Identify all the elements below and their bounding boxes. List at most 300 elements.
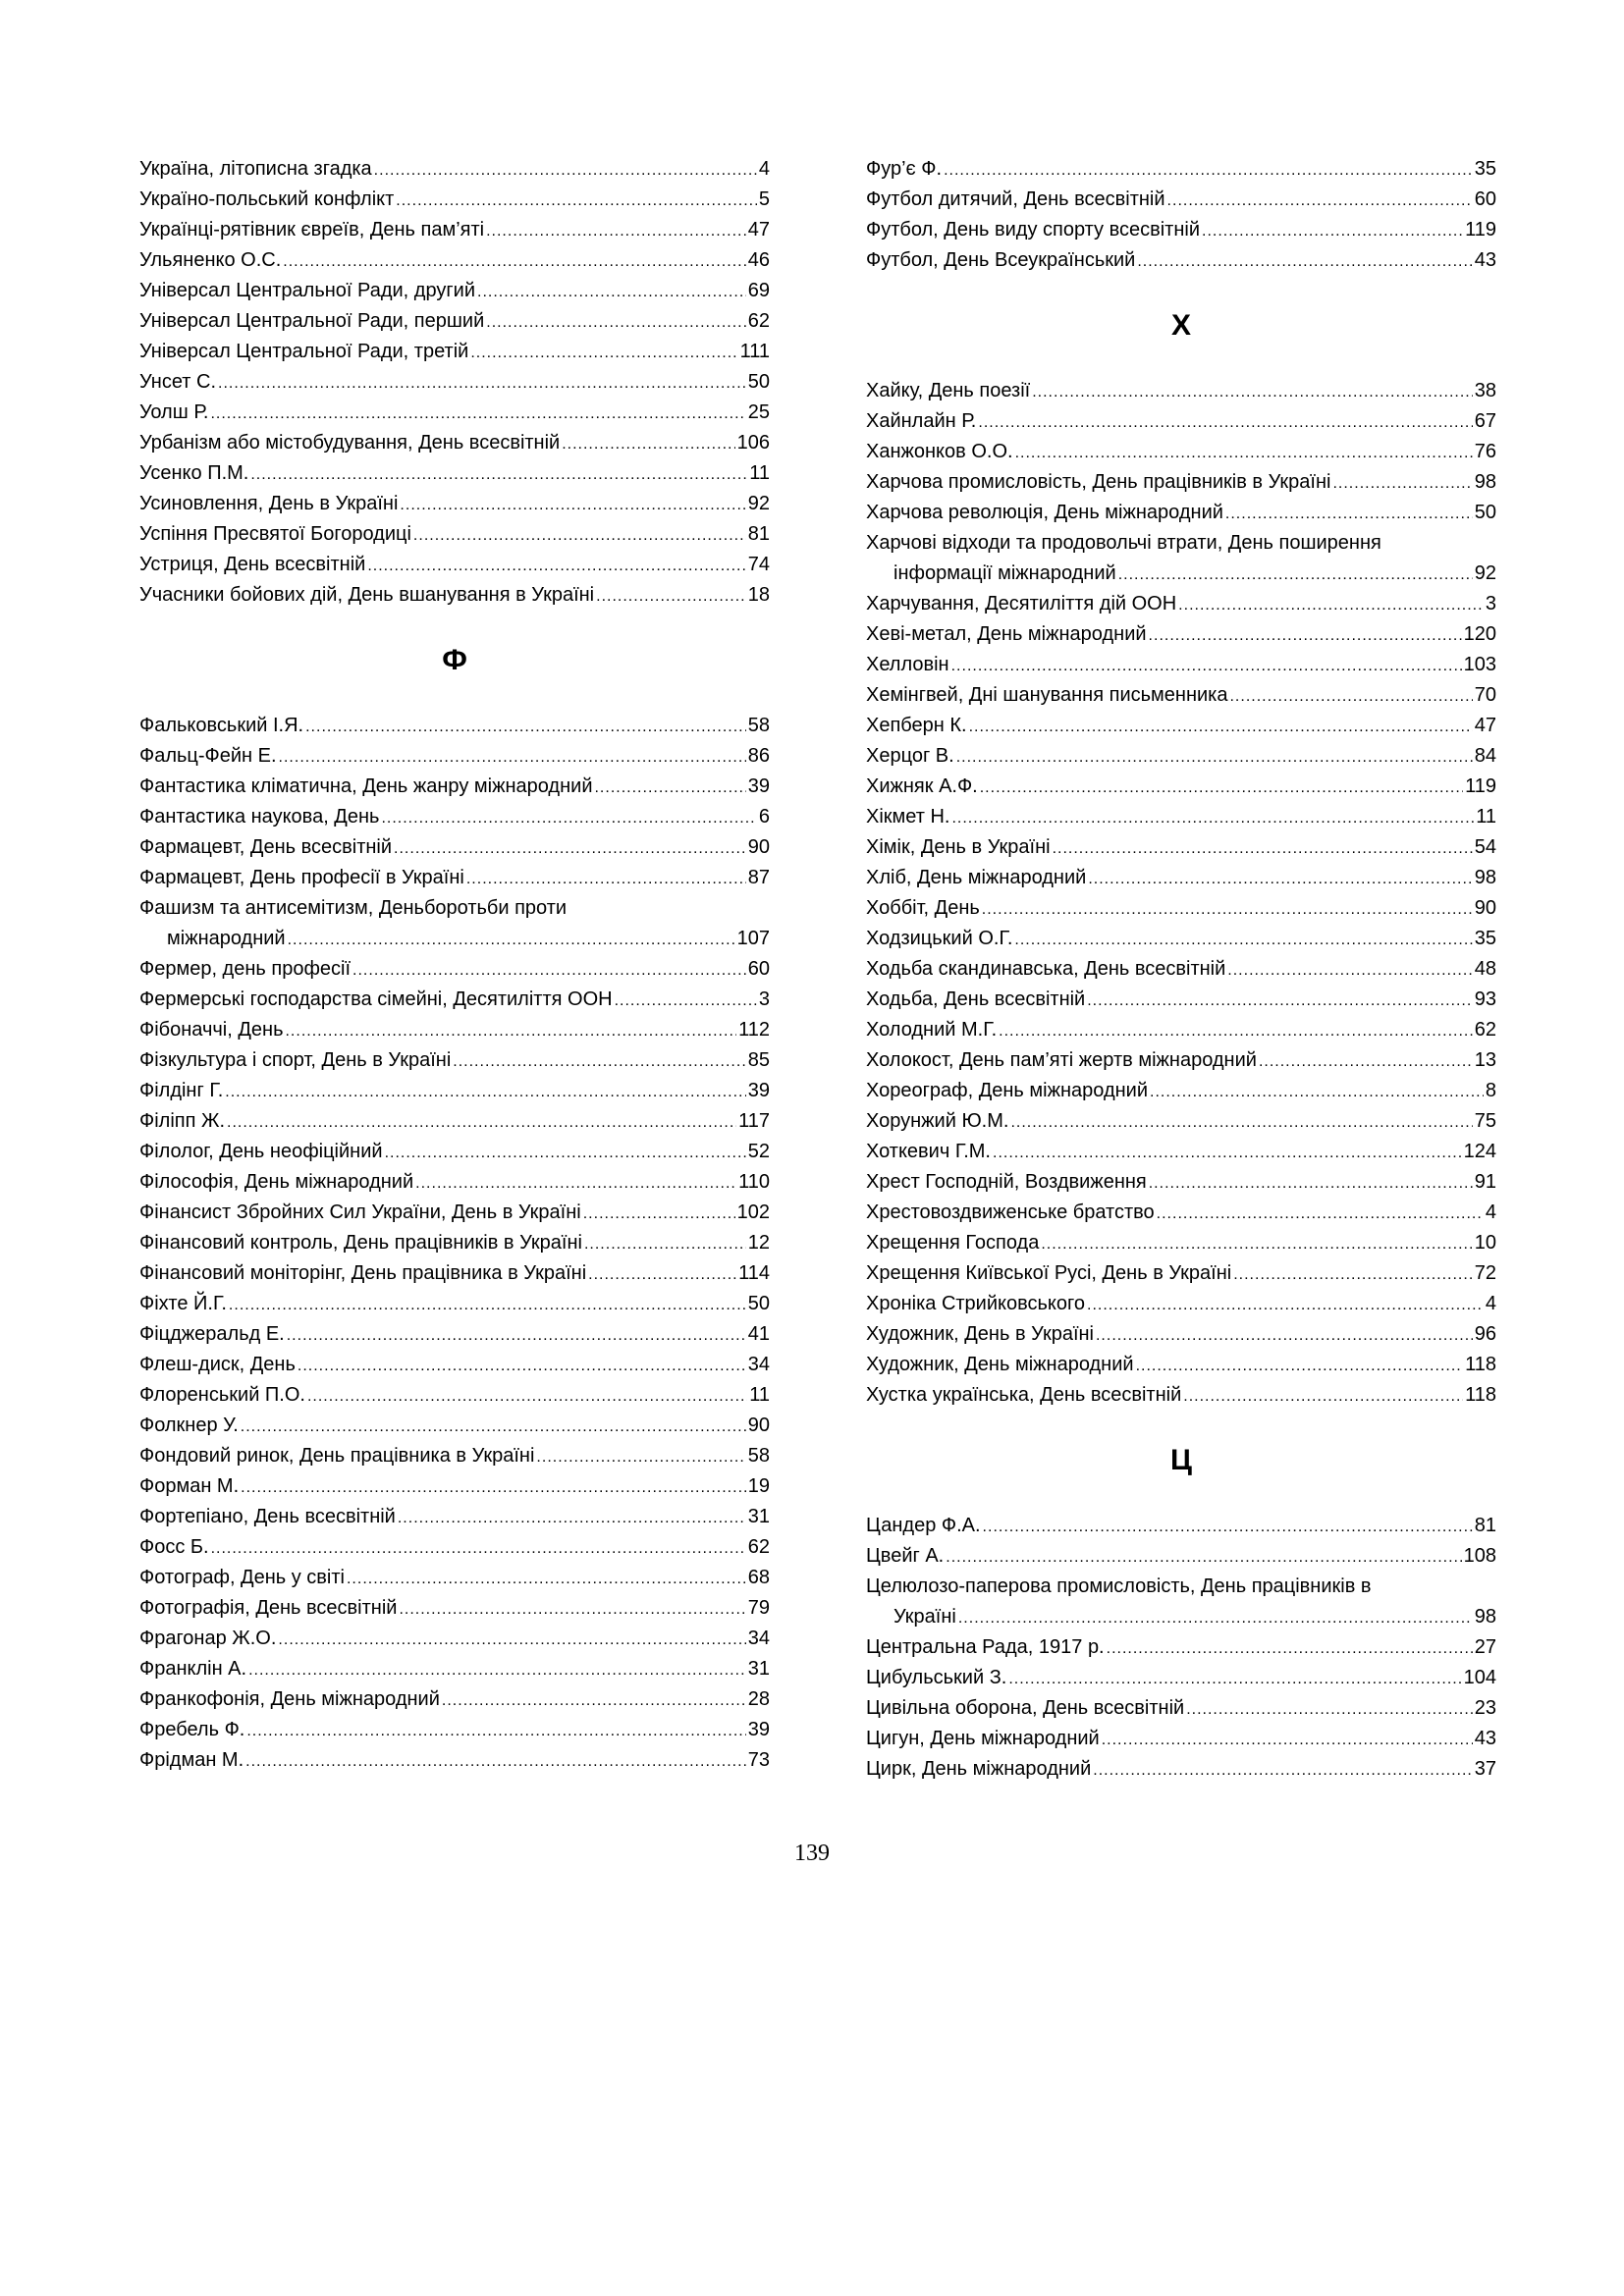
index-entry xyxy=(866,802,1496,832)
index-entry-page: 35 xyxy=(1474,158,1496,180)
dot-leader xyxy=(250,459,747,490)
index-entry-page: 31 xyxy=(747,1506,770,1527)
dot-leader xyxy=(396,186,757,216)
dot-leader xyxy=(596,581,746,612)
index-entry-page: 47 xyxy=(747,219,770,240)
index-entry-page: 50 xyxy=(1474,502,1496,523)
index-entry-term: Філософія, День міжнародний xyxy=(139,1171,414,1193)
index-entry-term: Фолкнер У. xyxy=(139,1415,239,1436)
dot-leader xyxy=(1202,216,1463,246)
index-entry-page: 4 xyxy=(1485,1201,1496,1223)
dot-leader xyxy=(615,986,757,1016)
index-entry xyxy=(139,802,770,832)
dot-leader xyxy=(982,894,1473,925)
dot-leader xyxy=(248,1655,746,1685)
index-entry xyxy=(866,772,1496,802)
index-entry-term: Форман М. xyxy=(139,1475,240,1497)
dot-leader xyxy=(1157,1199,1484,1229)
index-entry-page: 10 xyxy=(1474,1232,1496,1254)
dot-leader xyxy=(367,551,745,581)
index-entry-term: Цандер Ф.А. xyxy=(866,1515,981,1536)
index-entry xyxy=(866,1076,1496,1106)
index-entry-term: Ходзицький О.Г. xyxy=(866,928,1013,949)
index-entry xyxy=(866,711,1496,741)
index-entry-page: 4 xyxy=(758,158,770,180)
index-entry-term: Фармацевт, День професії в Україні xyxy=(139,867,464,888)
dot-leader xyxy=(1225,499,1473,529)
index-entry xyxy=(866,1724,1496,1754)
dot-leader xyxy=(453,1046,745,1077)
index-entry-page: 39 xyxy=(747,1080,770,1101)
index-entry-term: Хемінгвей, Дні шанування письменника xyxy=(866,684,1228,706)
dot-leader xyxy=(241,1412,746,1442)
page-number: 139 xyxy=(794,1841,830,1866)
index-entry xyxy=(139,1593,770,1624)
index-entry-page: 3 xyxy=(1485,593,1496,614)
index-entry-term: Фотограф, День у світі xyxy=(139,1567,345,1588)
index-entry-term: Фортепіано, День всесвітній xyxy=(139,1506,396,1527)
index-entry-term-continued: інформації міжнародний xyxy=(893,562,1116,584)
dot-leader xyxy=(1150,1077,1484,1107)
dot-leader xyxy=(442,1685,746,1716)
index-entry-term-continued: Україні xyxy=(893,1606,956,1628)
dot-leader xyxy=(1118,560,1473,590)
dot-leader xyxy=(1053,833,1473,864)
index-entry-page: 38 xyxy=(1474,380,1496,401)
index-entry xyxy=(139,154,770,185)
index-entry xyxy=(866,1754,1496,1785)
dot-leader xyxy=(980,773,1463,803)
index-entry-term: Хроніка Стрийковського xyxy=(866,1293,1086,1314)
dot-leader xyxy=(398,1503,746,1533)
index-entry xyxy=(866,1137,1496,1167)
dot-leader xyxy=(1167,186,1473,216)
dot-leader xyxy=(352,955,746,986)
index-entry xyxy=(139,1106,770,1137)
index-entry-term: Целюлозо-паперова промисловість, День працівників в xyxy=(866,1575,1372,1597)
index-entry-page: 85 xyxy=(747,1049,770,1071)
index-entry xyxy=(866,1511,1496,1541)
letter-heading: Ф xyxy=(442,644,467,676)
dot-leader xyxy=(1096,1320,1473,1351)
index-entry xyxy=(866,154,1496,185)
dot-leader xyxy=(1008,1664,1461,1694)
index-entry xyxy=(866,1693,1496,1724)
index-entry xyxy=(866,1228,1496,1258)
dot-leader xyxy=(1137,246,1472,277)
dot-leader xyxy=(1032,377,1473,407)
dot-leader xyxy=(583,1199,735,1229)
index-entry-page: 75 xyxy=(1474,1110,1496,1132)
dot-leader xyxy=(588,1259,736,1290)
index-entry-term: Хікмет Н. xyxy=(866,806,950,828)
index-entry-term: Універсал Центральної Ради, третій xyxy=(139,341,469,362)
index-entry xyxy=(139,1502,770,1532)
index-entry-term: Фотографія, День всесвітній xyxy=(139,1597,398,1619)
dot-leader xyxy=(1015,438,1473,468)
index-entry-term: Фіцджеральд Е. xyxy=(139,1323,285,1345)
index-entry-page: 19 xyxy=(747,1475,770,1497)
index-entry-page: 102 xyxy=(736,1201,770,1223)
index-entry-term: Фрагонар Ж.О. xyxy=(139,1628,277,1649)
dot-leader xyxy=(218,368,746,399)
index-entry-page: 39 xyxy=(747,1719,770,1740)
index-entry-page: 50 xyxy=(747,1293,770,1314)
dot-leader xyxy=(415,1168,736,1199)
index-column-left xyxy=(139,154,770,1776)
index-entry-term: Фрідман М. xyxy=(139,1749,244,1771)
dot-leader xyxy=(298,1351,746,1381)
index-entry-page: 110 xyxy=(738,1171,770,1193)
index-entry-term: Футбол дитячий, День всесвітній xyxy=(866,188,1165,210)
dot-leader xyxy=(245,1746,746,1777)
index-entry-page: 12 xyxy=(747,1232,770,1254)
dot-leader xyxy=(486,216,746,246)
index-entry-page: 52 xyxy=(747,1141,770,1162)
index-entry-term: Художник, День в Україні xyxy=(866,1323,1094,1345)
index-entry-page: 119 xyxy=(1465,219,1496,240)
index-entry-page: 5 xyxy=(758,188,770,210)
index-entry xyxy=(139,337,770,367)
dot-leader xyxy=(225,1077,745,1107)
index-entry-page: 27 xyxy=(1474,1636,1496,1658)
dot-leader xyxy=(951,803,1474,833)
index-entry xyxy=(866,1258,1496,1289)
index-entry-term-continued: міжнародний xyxy=(167,928,286,949)
dot-leader xyxy=(470,338,737,368)
index-entry-page: 81 xyxy=(1474,1515,1496,1536)
index-entry xyxy=(866,1167,1496,1198)
index-entry xyxy=(139,306,770,337)
index-entry-term: Філдінг Г. xyxy=(139,1080,224,1101)
index-entry-term: Цибульський З. xyxy=(866,1667,1007,1688)
index-entry-term: Херцог В. xyxy=(866,745,954,767)
index-entry-page: 43 xyxy=(1474,249,1496,271)
index-entry xyxy=(139,1411,770,1441)
index-entry xyxy=(139,428,770,458)
index-entry-term: Харчові відходи та продовольчі втрати, День поширення xyxy=(866,532,1381,554)
index-entry-term: Фермерські господарства сімейні, Десятиліття ООН xyxy=(139,988,613,1010)
index-entry-page: 58 xyxy=(747,1445,770,1467)
index-entry-page: 76 xyxy=(1474,441,1496,462)
index-entry-term: Хорунжий Ю.М. xyxy=(866,1110,1009,1132)
dot-leader xyxy=(946,1542,1461,1573)
index-entry-term: Харчова революція, День міжнародний xyxy=(866,502,1223,523)
index-entry xyxy=(139,954,770,985)
index-entry-page: 50 xyxy=(747,371,770,393)
index-entry-term: Хустка українська, День всесвітній xyxy=(866,1384,1182,1406)
index-entry xyxy=(139,1745,770,1776)
index-entry-term: Хліб, День міжнародний xyxy=(866,867,1087,888)
index-entry-term: Фермер, день професії xyxy=(139,958,352,980)
dot-leader xyxy=(381,803,756,833)
index-entry-page: 34 xyxy=(747,1628,770,1649)
index-entry xyxy=(866,954,1496,985)
index-entry-term: Художник, День міжнародний xyxy=(866,1354,1134,1375)
dot-leader xyxy=(285,1016,736,1046)
index-entry-continuation xyxy=(139,924,770,954)
index-entry xyxy=(139,580,770,611)
index-entry xyxy=(139,1563,770,1593)
index-entry-page: 62 xyxy=(1474,1019,1496,1041)
index-entry-page: 3 xyxy=(758,988,770,1010)
index-entry-term: Фашизм та антисемітизм, Деньборотьби проти xyxy=(139,897,568,919)
index-entry-term: Усиновлення, День в Україні xyxy=(139,493,399,514)
index-entry-term: Унсет С. xyxy=(139,371,217,393)
index-entry xyxy=(139,1380,770,1411)
index-entry xyxy=(139,772,770,802)
index-entry-page: 18 xyxy=(747,584,770,606)
index-entry-term: Футбол, День Всеукраїнський xyxy=(866,249,1136,271)
dot-leader xyxy=(413,520,746,551)
index-entry-page: 114 xyxy=(738,1262,770,1284)
index-entry-page: 92 xyxy=(1474,562,1496,584)
dot-leader xyxy=(1186,1694,1473,1725)
index-entry xyxy=(139,1167,770,1198)
dot-leader xyxy=(958,1603,1473,1633)
index-entry xyxy=(866,215,1496,245)
index-entry-page: 91 xyxy=(1474,1171,1496,1193)
index-entry-page: 92 xyxy=(747,493,770,514)
index-entry xyxy=(866,1198,1496,1228)
index-entry-page: 79 xyxy=(747,1597,770,1619)
index-entry xyxy=(139,1319,770,1350)
index-entry-page: 84 xyxy=(1474,745,1496,767)
index-entry-term: Уолш Р. xyxy=(139,401,209,423)
index-entry xyxy=(139,863,770,893)
dot-leader xyxy=(1136,1351,1464,1381)
dot-leader xyxy=(1087,1290,1484,1320)
dot-leader xyxy=(1178,590,1484,620)
dot-leader xyxy=(1233,1259,1473,1290)
dot-leader xyxy=(1041,1229,1472,1259)
index-entry xyxy=(139,458,770,489)
index-entry-term: Хрест Господній, Воздвиження xyxy=(866,1171,1147,1193)
index-entry-term: Цвейг А. xyxy=(866,1545,945,1567)
index-entry xyxy=(866,619,1496,650)
dot-leader xyxy=(211,1533,746,1564)
index-entry xyxy=(139,367,770,398)
index-entry-term: Ханжонков О.О. xyxy=(866,441,1013,462)
index-entry-term: Усенко П.М. xyxy=(139,462,249,484)
index-entry xyxy=(866,680,1496,711)
index-entry-term: Цивільна оборона, День всесвітній xyxy=(866,1697,1185,1719)
index-entry-term: Хепберн К. xyxy=(866,715,967,736)
index-entry-term: Хайку, День поезії xyxy=(866,380,1031,401)
index-entry-term: Ульяненко О.С. xyxy=(139,249,282,271)
index-entry xyxy=(139,1684,770,1715)
index-entry-page: 46 xyxy=(747,249,770,271)
index-entry-page: 11 xyxy=(1476,806,1496,828)
dot-leader xyxy=(1087,986,1473,1016)
index-entry-page: 28 xyxy=(747,1688,770,1710)
letter-heading: Ц xyxy=(1170,1444,1192,1476)
index-entry-page: 124 xyxy=(1463,1141,1496,1162)
index-entry xyxy=(139,245,770,276)
index-entry-page: 62 xyxy=(747,1536,770,1558)
index-entry xyxy=(866,741,1496,772)
index-entry-term: Урбанізм або містобудування, День всесвітній xyxy=(139,432,561,454)
index-entry xyxy=(139,1228,770,1258)
index-entry-term: Фіхте Й.Г. xyxy=(139,1293,227,1314)
index-entry xyxy=(139,489,770,519)
dot-leader xyxy=(1149,1168,1473,1199)
index-entry xyxy=(139,1471,770,1502)
dot-leader xyxy=(999,1016,1473,1046)
dot-leader xyxy=(1259,1046,1473,1077)
dot-leader xyxy=(486,307,746,338)
index-entry xyxy=(866,1106,1496,1137)
index-entry xyxy=(139,1045,770,1076)
index-entry xyxy=(139,185,770,215)
index-entry-term: Флоренський П.О. xyxy=(139,1384,305,1406)
index-entry xyxy=(139,1441,770,1471)
index-entry xyxy=(139,1015,770,1045)
dot-leader xyxy=(347,1564,746,1594)
index-entry-term: Успіння Пресвятої Богородиці xyxy=(139,523,411,545)
dot-leader xyxy=(466,864,746,894)
index-entry-page: 25 xyxy=(747,401,770,423)
dot-leader xyxy=(305,712,746,742)
index-entry xyxy=(866,589,1496,619)
index-entry-term: Хрещення Господа xyxy=(866,1232,1040,1254)
index-entry-page: 41 xyxy=(747,1323,770,1345)
index-entry-term: Футбол, День виду спорту всесвітній xyxy=(866,219,1200,240)
index-entry xyxy=(139,893,770,954)
index-entry-term: Харчування, Десятиліття дій ООН xyxy=(866,593,1177,614)
index-entry-term: Фінансист Збройних Сил України, День в Україні xyxy=(139,1201,581,1223)
index-entry-term: Фантастика кліматична, День жанру міжнародний xyxy=(139,775,593,797)
index-entry-page: 35 xyxy=(1474,928,1496,949)
index-entry-page: 11 xyxy=(749,462,770,484)
index-entry-term: Фармацевт, День всесвітній xyxy=(139,836,393,858)
index-entry-term: Холодний М.Г. xyxy=(866,1019,998,1041)
dot-leader xyxy=(562,429,734,459)
index-entry-page: 72 xyxy=(1474,1262,1496,1284)
index-entry xyxy=(139,711,770,741)
index-entry xyxy=(866,376,1496,406)
index-entry-term: Універсал Центральної Ради, другий xyxy=(139,280,475,301)
index-entry-page: 6 xyxy=(758,806,770,828)
index-entry xyxy=(139,832,770,863)
index-entry-page: 34 xyxy=(747,1354,770,1375)
index-entry-page: 106 xyxy=(736,432,770,454)
index-entry-page: 11 xyxy=(749,1384,770,1406)
index-entry-page: 13 xyxy=(1474,1049,1496,1071)
index-entry xyxy=(139,1137,770,1167)
index-entry-page: 31 xyxy=(747,1658,770,1680)
index-entry-page: 96 xyxy=(1474,1323,1496,1345)
index-entry-page: 107 xyxy=(736,928,770,949)
index-entry xyxy=(139,215,770,245)
index-entry-page: 111 xyxy=(739,341,770,362)
index-entry-term: Ходьба скандинавська, День всесвітній xyxy=(866,958,1226,980)
index-entry xyxy=(866,1289,1496,1319)
index-entry xyxy=(139,1654,770,1684)
dot-leader xyxy=(400,490,745,520)
index-entry-term: Хореограф, День міжнародний xyxy=(866,1080,1149,1101)
index-entry xyxy=(866,1663,1496,1693)
index-entry xyxy=(866,245,1496,276)
dot-leader xyxy=(956,742,1473,773)
index-entry xyxy=(866,467,1496,498)
index-entry xyxy=(139,276,770,306)
dot-leader xyxy=(993,1138,1462,1168)
index-entry xyxy=(866,985,1496,1015)
index-entry-term: Франкофонія, День міжнародний xyxy=(139,1688,440,1710)
index-entry-page: 81 xyxy=(747,523,770,545)
index-entry-page: 108 xyxy=(1463,1545,1496,1567)
index-entry xyxy=(139,1198,770,1228)
dot-leader xyxy=(944,155,1473,186)
index-entry xyxy=(866,498,1496,528)
index-entry-page: 93 xyxy=(1474,988,1496,1010)
index-entry-page: 73 xyxy=(747,1749,770,1771)
index-entry-page: 48 xyxy=(1474,958,1496,980)
dot-leader xyxy=(969,712,1473,742)
index-entry-term: Флеш-диск, День xyxy=(139,1354,296,1375)
index-entry xyxy=(139,1532,770,1563)
dot-leader xyxy=(307,1381,747,1412)
index-entry-page: 39 xyxy=(747,775,770,797)
dot-leader xyxy=(978,407,1472,438)
index-entry-term: Хелловін xyxy=(866,654,949,675)
dot-leader xyxy=(241,1472,746,1503)
dot-leader xyxy=(1107,1633,1473,1664)
index-entry xyxy=(866,528,1496,589)
index-entry-term: Хоббіт, День xyxy=(866,897,980,919)
index-entry xyxy=(866,650,1496,680)
index-entry xyxy=(866,1632,1496,1663)
dot-leader xyxy=(287,1320,746,1351)
dot-leader xyxy=(1149,620,1462,651)
dot-leader xyxy=(278,1625,745,1655)
dot-leader xyxy=(1093,1755,1473,1786)
index-entry-term: Фібоначчі, День xyxy=(139,1019,284,1041)
index-entry-page: 98 xyxy=(1474,867,1496,888)
dot-leader xyxy=(1014,925,1472,955)
dot-leader xyxy=(288,925,735,955)
index-entry-page: 8 xyxy=(1485,1080,1496,1101)
index-entry-term: Цирк, День міжнародний xyxy=(866,1758,1092,1780)
dot-leader xyxy=(1010,1107,1472,1138)
index-entry-term: Філіпп Ж. xyxy=(139,1110,226,1132)
dot-leader xyxy=(951,651,1462,681)
dot-leader xyxy=(399,1594,745,1625)
index-entry xyxy=(139,1350,770,1380)
index-entry xyxy=(139,741,770,772)
index-entry xyxy=(139,1289,770,1319)
index-entry-term: Українці-рятівник євреїв, День пам’яті xyxy=(139,219,485,240)
index-entry xyxy=(866,1350,1496,1380)
index-entry xyxy=(139,985,770,1015)
letter-heading: Х xyxy=(1170,309,1191,342)
index-entry xyxy=(139,1624,770,1654)
dot-leader xyxy=(210,399,745,429)
index-entry-term: Фребель Ф. xyxy=(139,1719,245,1740)
index-entry-page: 112 xyxy=(738,1019,770,1041)
dot-leader xyxy=(229,1290,746,1320)
index-entry xyxy=(866,863,1496,893)
index-entry xyxy=(866,1380,1496,1411)
index-entry-page: 23 xyxy=(1474,1697,1496,1719)
index-entry-term: Цигун, День міжнародний xyxy=(866,1728,1100,1749)
index-entry xyxy=(139,1258,770,1289)
index-entry-term: Хеві-метал, День міжнародний xyxy=(866,623,1147,645)
dot-leader xyxy=(283,246,745,277)
index-entry xyxy=(866,406,1496,437)
index-entry-term: Учасники бойових дій, День вшанування в Україні xyxy=(139,584,595,606)
